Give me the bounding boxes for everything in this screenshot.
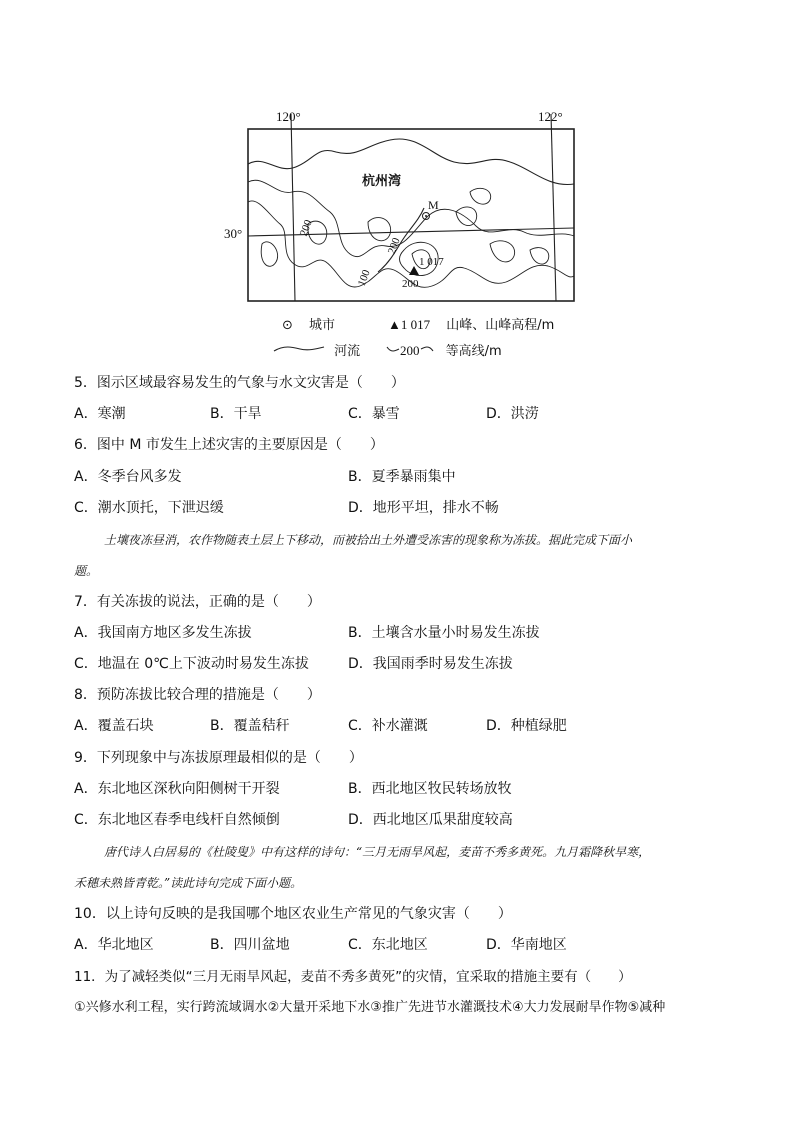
contour-label-200-center: 200 <box>385 236 403 256</box>
q5-option-b[interactable]: B．干旱 <box>210 406 262 422</box>
q10-option-d[interactable]: D．华南地区 <box>486 937 567 953</box>
contour-label-200-south: 200 <box>402 278 419 290</box>
q10-option-c[interactable]: C．东北地区 <box>348 937 428 953</box>
contour-symbol-value: 200 <box>400 343 420 358</box>
contour-label-200-west: 200 <box>297 218 315 238</box>
question-7-stem: 7．有关冻拔的说法，正确的是（ ） <box>74 594 321 610</box>
frost-passage-line-2: 题。 <box>74 564 99 578</box>
contour-label-100: 100 <box>355 268 373 288</box>
question-10-stem: 10．以上诗句反映的是我国哪个地区农业生产常见的气象灾害（ ） <box>74 906 512 922</box>
longitude-122-label: 122° <box>538 109 563 124</box>
q9-option-a[interactable]: A．东北地区深秋向阳侧树干开裂 <box>74 781 280 797</box>
legend-peak-label: 山峰、山峰高程/m <box>446 318 555 333</box>
contour-symbol-left-icon <box>386 343 400 355</box>
q8-option-a[interactable]: A．覆盖石块 <box>74 718 154 734</box>
poem-passage-line-1: 唐代诗人白居易的《杜陵叟》中有这样的诗句：“三月无雨旱风起，麦苗不秀多黄死。九月霜降秋早寒， <box>104 845 651 859</box>
poem-passage-line-2: 禾穗未熟皆青乾。”读此诗句完成下面小题。 <box>74 876 303 890</box>
q7-option-c[interactable]: C．地温在 0℃上下波动时易发生冻拔 <box>74 656 309 672</box>
map-drawing <box>218 104 578 304</box>
longitude-120-label: 120° <box>276 109 301 124</box>
contour-symbol-right-icon <box>420 343 434 355</box>
q10-option-b[interactable]: B．四川盆地 <box>210 937 290 953</box>
question-9-stem: 9．下列现象中与冻拔原理最相似的是（ ） <box>74 750 363 766</box>
question-8-stem: 8．预防冻拔比较合理的措施是（ ） <box>74 687 321 703</box>
q6-option-c[interactable]: C．潮水顶托，下泄迟缓 <box>74 500 224 516</box>
frost-passage-line-1: 土壤夜冻昼消，农作物随表土层上下移动，而被拾出土外遭受冻害的现象称为冻拔。据此完成下面小 <box>104 533 633 547</box>
hangzhou-bay-label: 杭州湾 <box>362 174 402 189</box>
legend-river <box>272 340 360 359</box>
q5-option-d[interactable]: D．洪涝 <box>486 406 539 422</box>
q6-option-b[interactable]: B．夏季暴雨集中 <box>348 469 456 485</box>
question-6-stem: 6．图中 M 市发生上述灾害的主要原因是（ ） <box>74 437 384 453</box>
city-m-label: M <box>428 198 439 212</box>
q10-option-a[interactable]: A．华北地区 <box>74 937 154 953</box>
legend-peak <box>388 314 554 333</box>
q8-option-c[interactable]: C．补水灌溉 <box>348 718 428 734</box>
q8-option-d[interactable]: D．种植绿肥 <box>486 718 567 734</box>
question-11-measures: ①兴修水利工程，实行跨流域调水②大量开采地下水③推广先进节水灌溉技术④大力发展耐旱作物⑤减种 <box>74 1000 666 1015</box>
q7-option-b[interactable]: B．土壤含水量小时易发生冻拔 <box>348 625 540 641</box>
peak-height-label: 1 017 <box>419 256 444 268</box>
q6-option-a[interactable]: A．冬季台风多发 <box>74 469 182 485</box>
q9-option-c[interactable]: C．东北地区春季电线杆自然倾倒 <box>74 812 280 828</box>
q7-option-a[interactable]: A．我国南方地区多发生冻拔 <box>74 625 252 641</box>
q9-option-d[interactable]: D．西北地区瓜果甜度较高 <box>348 812 513 828</box>
q6-option-d[interactable]: D．地形平坦，排水不畅 <box>348 500 499 516</box>
question-5-stem: 5．图示区域最容易发生的气象与水文灾害是（ ） <box>74 375 405 391</box>
q5-option-c[interactable]: C．暴雪 <box>348 406 400 422</box>
legend-city-label: 城市 <box>309 318 336 333</box>
city-symbol-icon: ⊙ <box>282 318 293 333</box>
q5-option-a[interactable]: A．寒潮 <box>74 406 126 422</box>
peak-symbol-icon: ▲1 017 <box>388 317 431 332</box>
legend-contour <box>386 340 502 359</box>
legend-city <box>282 314 335 333</box>
q7-option-d[interactable]: D．我国雨季时易发生冻拔 <box>348 656 513 672</box>
q9-option-b[interactable]: B．西北地区牧民转场放牧 <box>348 781 512 797</box>
question-11-stem: 11．为了减轻类似“三月无雨旱风起，麦苗不秀多黄死”的灾情，宜采取的措施主要有（ ） <box>74 969 632 985</box>
q8-option-b[interactable]: B．覆盖秸秆 <box>210 718 290 734</box>
legend-river-label: 河流 <box>334 344 361 359</box>
river-symbol-icon <box>272 343 326 355</box>
latitude-30-label: 30° <box>224 226 243 241</box>
legend-contour-label: 等高线/m <box>445 344 502 359</box>
